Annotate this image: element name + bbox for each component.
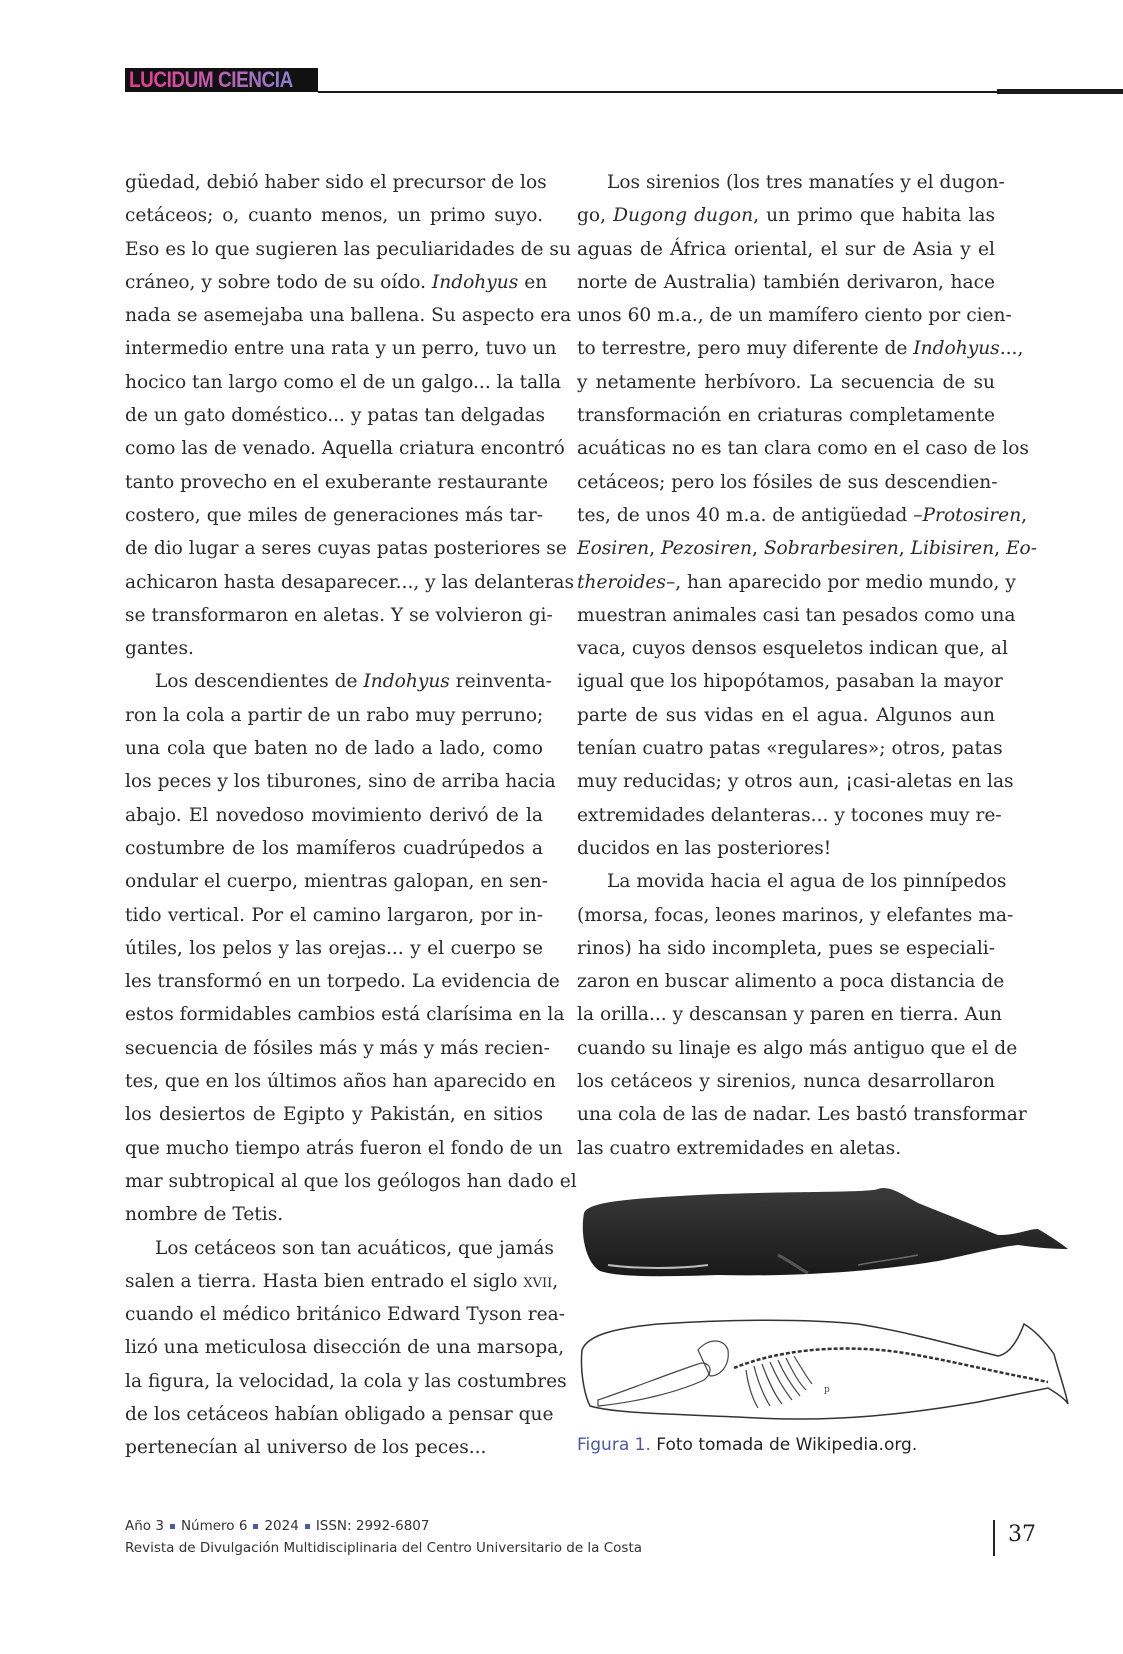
text-line: que mucho tiempo atrás fueron el fondo de un xyxy=(125,1137,563,1159)
text-line: mar subtropical al que los geólogos han dado el xyxy=(125,1170,577,1192)
text-line: una cola de las de nadar. Les bastó transformar xyxy=(577,1104,1027,1126)
text-line: güedad, debió haber sido el precursor de los xyxy=(125,172,547,193)
text-line: ducidos en las posteriores! xyxy=(577,837,832,859)
figure-caption-text: Foto tomada de Wikipedia.org. xyxy=(650,1435,918,1455)
text-line: los peces y los tiburones, sino de arriba hacia xyxy=(125,771,556,793)
text-line: Los descendientes de Indohyus reinventa- xyxy=(155,671,552,693)
text-line: de dio lugar a seres cuyas patas posteriores se xyxy=(125,538,567,560)
text-line: ondular el cuerpo, mientras galopan, en sen- xyxy=(125,871,548,893)
text-line: tenían cuatro patas «regulares»; otros, patas xyxy=(577,738,1003,760)
figure-caption xyxy=(577,1435,917,1455)
publication-year: 2024 xyxy=(264,1518,299,1534)
volume-year: Año 3 xyxy=(125,1518,164,1534)
header-rule-accent xyxy=(997,89,1123,94)
text-line: cetáceos; pero los fósiles de sus descendien- xyxy=(577,471,998,493)
text-line: costumbre de los mamíferos cuadrúpedos a xyxy=(125,837,543,859)
figure-label: Figura 1. xyxy=(577,1435,651,1455)
issue-number: Número 6 xyxy=(180,1518,248,1534)
text-line: hocico tan largo como el de un galgo... la talla xyxy=(125,371,562,393)
text-line: Eosiren, Pezosiren, Sobrarbesiren, Libisiren, Eo- xyxy=(577,538,1037,560)
text-line: aguas de África oriental, el sur de Asia y el xyxy=(577,238,995,260)
text-line: (morsa, focas, leones marinos, y elefantes ma- xyxy=(577,904,1014,926)
text-line: tes, que en los últimos años han aparecido en xyxy=(125,1071,556,1093)
text-line: achicaron hasta desaparecer..., y las delanteras xyxy=(125,571,574,593)
text-line: ron la cola a partir de un rabo muy perruno; xyxy=(125,704,544,726)
whale-skeleton-illustration xyxy=(578,1310,1070,1430)
text-line: zaron en buscar alimento a poca distancia de xyxy=(577,971,1005,993)
text-line: útiles, los pelos y las orejas... y el cuerpo se xyxy=(125,937,543,959)
text-line: vaca, cuyos densos esqueletos indican que, al xyxy=(577,638,1008,660)
text-line: de los cetáceos habían obligado a pensar que xyxy=(125,1403,554,1425)
text-line: los desiertos de Egipto y Pakistán, en sitios xyxy=(125,1104,543,1126)
text-line: unos 60 m.a., de un mamífero ciento por cien- xyxy=(577,305,1012,327)
text-line: una cola que baten no de lado a lado, como xyxy=(125,738,543,760)
text-line: La movida hacia el agua de los pinnípedos xyxy=(607,871,1007,893)
text-line: salen a tierra. Hasta bien entrado el siglo xvii, xyxy=(125,1270,559,1292)
text-line: y netamente herbívoro. La secuencia de su xyxy=(577,371,995,393)
text-line: la figura, la velocidad, la cola y las costumbres xyxy=(125,1370,567,1392)
text-line: transformación en criaturas completamente xyxy=(577,405,995,427)
text-line: intermedio entre una rata y un perro, tuvo un xyxy=(125,338,557,360)
text-line: nombre de Tetis. xyxy=(125,1204,284,1226)
separator-dot xyxy=(253,1524,258,1529)
text-line: muestran animales casi tan pesados como una xyxy=(577,604,1016,626)
text-line: tes, de unos 40 m.a. de antigüedad –Protosiren, xyxy=(577,504,1028,526)
figure-1 xyxy=(578,1185,1070,1430)
text-line: secuencia de fósiles más y más y más recien- xyxy=(125,1037,550,1059)
page-number-divider xyxy=(993,1520,995,1556)
sperm-whale-illustration xyxy=(578,1185,1070,1280)
right-column xyxy=(577,166,1037,1165)
left-column xyxy=(125,166,577,1465)
text-line: las cuatro extremidades en aletas. xyxy=(577,1137,902,1159)
text-line: muy reducidas; y otros aun, ¡casi-aletas en las xyxy=(577,771,1014,793)
journal-logo xyxy=(125,68,318,92)
svg-text:p: p xyxy=(824,1385,830,1395)
text-line: lizó una meticulosa disección de una marsopa, xyxy=(125,1337,565,1359)
text-line: abajo. El novedoso movimiento derivó de la xyxy=(125,804,543,826)
text-line: parte de sus vidas en el agua. Algunos aun xyxy=(577,704,995,726)
text-line: acuáticas no es tan clara como en el caso de los xyxy=(577,438,1029,460)
text-line: cuando su linaje es algo más antiguo que el de xyxy=(577,1037,1018,1059)
text-line: theroides–, han aparecido por medio mundo, y xyxy=(577,571,1016,593)
separator-dot xyxy=(170,1524,175,1529)
text-line: tido vertical. Por el camino largaron, por in- xyxy=(125,904,543,926)
text-line: cuando el médico británico Edward Tyson rea- xyxy=(125,1304,566,1326)
journal-full-name: Revista de Divulgación Multidisciplinaria del Centro Universitario de la Costa xyxy=(125,1540,643,1556)
text-line: de un gato doméstico... y patas tan delgadas xyxy=(125,405,546,427)
text-line: go, Dugong dugon, un primo que habita las xyxy=(577,205,996,227)
text-line: Los cetáceos son tan acuáticos, que jamás xyxy=(155,1237,554,1259)
text-line: cetáceos; o, cuanto menos, un primo suyo. xyxy=(125,205,543,227)
text-line: se transformaron en aletas. Y se volvieron gi- xyxy=(125,604,553,626)
text-line: igual que los hipopótamos, pasaban la mayor xyxy=(577,671,1003,693)
text-line: rinos) ha sido incompleta, pues se especiali- xyxy=(577,937,995,959)
text-line: nada se asemejaba una ballena. Su aspecto era xyxy=(125,305,572,327)
text-line: gantes. xyxy=(125,638,194,660)
text-line: norte de Australia) también derivaron, hace xyxy=(577,271,995,293)
text-line: cráneo, y sobre todo de su oído. Indohyus en xyxy=(125,271,548,293)
text-line: tanto provecho en el exuberante restaurante xyxy=(125,471,548,493)
text-line: como las de venado. Aquella criatura encontró xyxy=(125,438,565,460)
text-line: la orilla... y descansan y paren en tierra. Aun xyxy=(577,1004,1002,1026)
page-number: 37 xyxy=(1008,1522,1036,1547)
text-line: extremidades delanteras... y tocones muy re- xyxy=(577,804,1002,826)
text-line: estos formidables cambios está clarísima en la xyxy=(125,1004,565,1026)
text-line: costero, que miles de generaciones más tar- xyxy=(125,504,543,526)
text-line: les transformó en un torpedo. La evidencia de xyxy=(125,971,560,993)
issn: ISSN: 2992-6807 xyxy=(315,1518,430,1534)
text-line: Eso es lo que sugieren las peculiaridades de su xyxy=(125,238,571,260)
text-line: Los sirenios (los tres manatíes y el dugon- xyxy=(607,172,1005,193)
header-rule xyxy=(318,91,998,93)
separator-dot xyxy=(305,1524,310,1529)
text-line: pertenecían al universo de los peces... xyxy=(125,1437,487,1459)
page-footer xyxy=(125,1515,642,1559)
text-line: los cetáceos y sirenios, nunca desarrollaron xyxy=(577,1071,995,1093)
journal-name: LUCIDUM CIENCIA xyxy=(129,67,293,92)
text-line: to terrestre, pero muy diferente de Indohyus..., xyxy=(577,338,1024,360)
issue-info xyxy=(125,1515,642,1537)
